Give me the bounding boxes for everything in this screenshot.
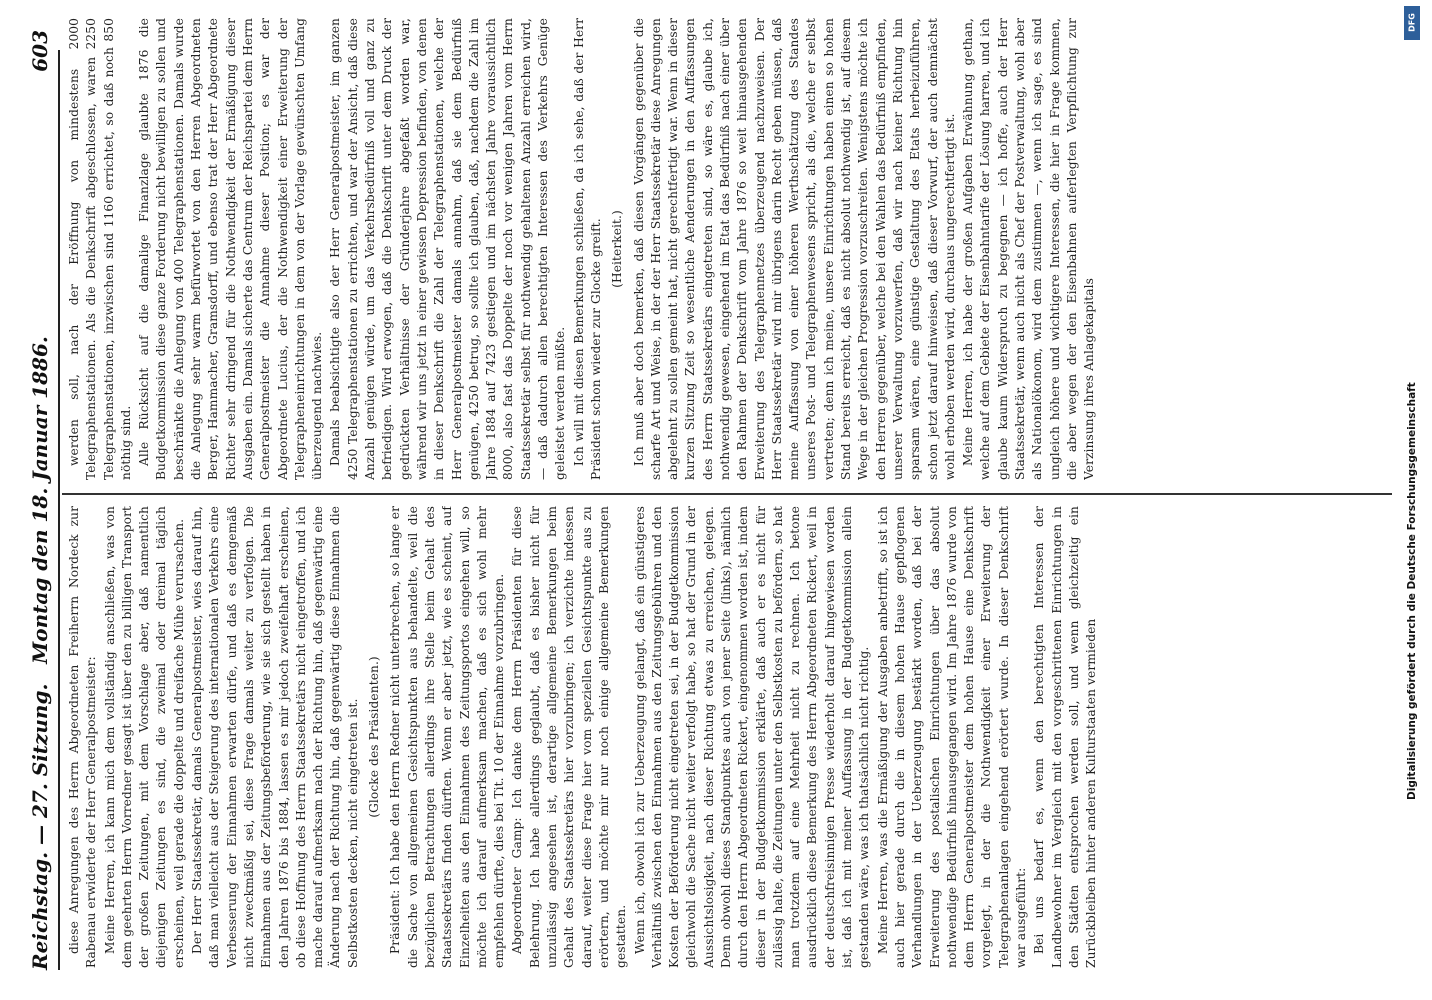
paragraph: Alle Rücksicht auf die damalige Finanzlage glaubte 1876 die Budgetkommission diese ganze Forderung nicht bewilligen zu sollen und beschränkte die Anlegung von 400 Telegraphenstationen. Damals wurde die Anlegung sehr warm befürwortet von den Herren Abgeordneten Berger, Hammacher, Gramsdorff, und ebenso trat der Herr Abgeordnete Richter sehr dringend für die Nothwendigkeit der Ermäßigung dieser Ausgaben ein. Damals sicherte das Centrum der Reichspartei dem Herrn Generalpostmeister die Annahme dieser Position; es war der Abgeordnete Lucius, der die Nothwendigkeit einer Erweiterung der Telegrapheneinrichtungen in dem von der Vorlage gewünschten Umfang überzeugend nachwies. xyxy=(137,18,325,480)
page-header xyxy=(28,30,58,970)
paragraph: Damals beabsichtigte also der Herr Generalpostmeister, im ganzen 4250 Telegraphenstationen zu errichten, und war der Ansicht, daß diese Anzahl genügen würde, um das Verkehrsbedürfniß voll und ganz zu befriedigen. Wird erwogen, daß die Denkschrift unter dem Druck der gedrückten Verhältnisse der Gründerjahre abgefaßt worden war, während wir uns jetzt in einer gewissen Depression befinden, von denen in dieser Denkschrift die Zahl der Telegraphenstationen, welche der Herr Generalpostmeister damals annahm, daß sie dem Bedürfniß genügen, 4250 betrug, so sollte ich glauben, daß, nachdem die Zahl im Jahre 1884 auf 7423 gestiegen und im nächsten Jahre voraussichtlich 8000, also fast das Doppelte der noch vor wenigen Jahren vom Herrn Staatssekretär selbst für nothwendig gehaltenen Anzahl erreichen wird, — daß dadurch allen berechtigten Interessen des Verkehrs Genüge geleistet werden müßte. xyxy=(328,18,568,480)
paragraph: werden soll, nach der Eröffnung von mindestens 2000 Telegraphenstationen. Als die Denkschrift abgeschlossen, waren 2250 Telegraphenstationen, inzwischen sind 1160 errichtet, so daß noch 850 nöthig sind. xyxy=(67,18,133,480)
paragraph: Präsident: Ich habe den Herrn Redner nicht unterbrechen, so lange er die Sache von allgemeinen Gesichtspunkten aus behandelte, weil die bezüglichen Betrachtungen allerdings ihre Stelle beim Gehalt des Staatssekretärs finden dürften. Wenn er aber jetzt, wie es scheint, auf Einzelheiten aus den Einnahmen des Zeitungsportos eingehen will, so möchte ich darauf aufmerksam machen, daß es sich wohl mehr empfehlen dürfte, dies bei Tit. 10 der Einnahme vorzubringen. xyxy=(388,506,507,968)
paragraph: Bei uns bedarf es, wenn den berechtigten Interessen der Landbewohner im Vergleich mit den vorgeschrittenen Einrichtungen in den Städten entsprochen werden soll, und wenn gleichzeitig ein Zurückbleiben hinter anderen Kulturstaaten vermieden xyxy=(1032,506,1099,968)
dfg-logo: DFG xyxy=(1404,6,1420,40)
header-date: Montag den 18. Januar 1886. xyxy=(28,336,52,664)
left-column xyxy=(66,506,1386,968)
paragraph: Meine Herren, ich habe der großen Aufgaben Erwähnung gethan, welche auf dem Gebiete der Eisenbahntarife der Lösung harren, und ich glaube kaum Widerspruch zu begegnen — ich hoffe, auch der Herr Staatssekretär, wenn auch nicht als Chef der Postverwaltung, wohl aber als Nationalökonom, wird dem zustimmen —, wenn ich sage, es sind ungleich höhere und wichtigere Interessen, die hier in Frage kommen, die aber wegen der den Eisenbahnen auferlegten Verpflichtung zur Verzinsung ihres Anlagekapitals xyxy=(961,18,1097,480)
right-column xyxy=(66,18,1386,480)
paragraph: Meine Herren, was die Ermäßigung der Ausgaben anbetrifft, so ist ich auch hier gerade durch die in diesem hohen Hause gepflogenen Verhandlungen in der Ueberzeugung bestärkt worden, daß bei der Erweiterung des postalischen Einrichtungen über das absolut nothwendige Bedürfniß hinausgegangen wird. Im Jahre 1876 wurde von dem Herrn Generalpostmeister dem hohen Hause eine Denkschrift vorgelegt, in der die Nothwendigkeit einer Erweiterung der Telegraphenanlagen eingehend erörtert wurde. In dieser Denkschrift war ausgeführt: xyxy=(875,506,1029,968)
paragraph: Meine Herren, ich kann mich dem vollständig anschließen, was von dem geehrten Herrn Vorredner gesagt ist über den zu billigen Transport der großen Zeitungen, mit dem Vorschlage aber, daß namentlich diejenigen Zeitungen es sind, die zweimal oder dreimal täglich erscheinen, weil gerade die doppelte und dreifache Mühe verursachen. xyxy=(102,506,186,968)
page-number: 603 xyxy=(28,30,52,72)
paragraph: Abgeordneter Gamp: Ich danke dem Herrn Präsidenten für diese Belehrung. Ich habe allerdings geglaubt, daß es bisher nicht für unzulässig angesehen ist, derartige allgemeine Bemerkungen beim Gehalt des Staatssekretärs hier vorzubringen; ich verzichte indessen darauf, weiter diese Frage hier vom speziellen Gesichtspunkte aus zu erörtern, und möchte mir nur noch einige allgemeine Bemerkungen gestatten. xyxy=(510,506,629,968)
stage-direction: (Heiterkeit.) xyxy=(610,210,625,288)
paragraph: Der Herr Staatssekretär, damals Generalpostmeister, wies darauf hin, daß man vielleicht aus der Steigerung des internationalen Verkehrs eine Verbesserung der Einnahmen erwarten dürfe, und daß es demgemäß nicht zweckmäßig sei, diese Frage damals weiter zu verfolgen. Die Einnahmen aus der Zeitungsbeförderung, wie sie sich gestellt haben in den Jahren 1876 bis 1884, lassen es mir jedoch zweifelhaft erscheinen, ob diese Hoffnung des Herrn Staatssekretärs nicht eingetroffen, und ich mache darauf aufmerksam nach der Richtung hin, daß gegenwärtig eine Änderung nach der Richtung hin, daß gegenwärtig diese Einnahmen die Selbstkosten decken, nicht eingetreten ist. xyxy=(190,506,360,968)
digitization-sidebar xyxy=(1392,0,1432,1000)
paragraph: Ich muß aber doch bemerken, daß diesen Vorgängen gegenüber die scharfe Art und Weise, in der der Herr Staatssekretär diese Anregungen abgelehnt zu sollen gemeint hat, nicht gerechtfertigt war. Wenn in dieser kurzen Sitzung Zeit so wesentliche Aenderungen in den Auffassungen des Herrn Staatssekretärs eingetreten sind, so wäre es, glaube ich, nothwendig gewesen, eingehend im Etat das Bedürfniß nach einer über den Rahmen der Denkschrift vom Jahre 1876 so weit hinausgehenden Erweiterung des Telegraphennetzes überzeugend nachzuweisen. Der Herr Staatssekretär wird mir übrigens darin Recht geben müssen, daß meine Auffassung von einer höheren Werthschätzung des Standes unseres Post- und Telegraphenwesens spricht, als die, welche er selbst vertreten; denn ich meine, unsere Einrichtungen haben einen so hohen Stand bereits erreicht, daß es nicht absolut nothwendig ist, auf diesem Wege in der gleichen Progression vorzuschreiten. Wenigstens möchte ich den Herren gegenüber, welche bei den Wahlen das Bedürfniß empfinden, unserer Verwaltung vorzuwerfen, daß wir nach keiner Richtung hin sparsam wären, eine günstige Gestaltung des Etats herbeizuführen, schon jetzt darauf hinweisen, daß dieser Vorwurf, der auch demnächst wohl erhoben werden wird, durchaus ungerechtfertigt ist. xyxy=(631,18,957,480)
paragraph: Ich will mit diesen Bemerkungen schließen, da ich sehe, daß der Herr Präsident schon wieder zur Glocke greift. xyxy=(571,18,603,480)
column-divider xyxy=(62,493,1392,495)
header-rule xyxy=(58,50,60,970)
header-session: Reichstag. — 27. Sitzung. xyxy=(28,683,52,970)
paragraph: diese Anregungen des Herrn Abgeordneten Freiherrn Nordeck zur Rabenau erwiderte der Herr Generalpostmeister: xyxy=(67,506,99,968)
stage-direction: (Glocke des Präsidenten.) xyxy=(367,656,382,818)
digitization-credit: Digitalisierung gefördert durch die Deutsche Forschungsgemeinschaft xyxy=(1406,382,1418,800)
paragraph: Wenn ich, obwohl ich zur Ueberzeugung gelangt, daß ein günstigeres Verhältniß zwischen den Einnahmen aus den Zeitungsgebühren und den Kosten der Beförderung nicht eingetreten sei, in der Budgetkommission gleichwohl die Sache nicht weiter verfolgt habe, so hat der Grund in der Aussichtslosigkeit, nach dieser Richtung etwas zu erreichen, gelegen. Denn obwohl dieses Standpunktes auch von jener Seite (links), nämlich durch den Herrn Abgeordneten Rickert, eingenommen worden ist, indem dieser in der Budgetkommission erklärte, daß auch er es nicht für zulässig halte, die Zeitungen unter den Selbstkosten zu befördern, so hat man trotzdem auf eine Mehrheit nicht zu rechnen. Ich betone ausdrücklich diese Bemerkung des Herrn Abgeordneten Rickert, weil in der deutschfreisinnigen Presse wiederholt darauf hingewiesen worden ist, daß ich mit meiner Auffassung in der Budgetkommission allein gestanden wäre, was ich thatsächlich nicht richtig. xyxy=(632,506,872,968)
